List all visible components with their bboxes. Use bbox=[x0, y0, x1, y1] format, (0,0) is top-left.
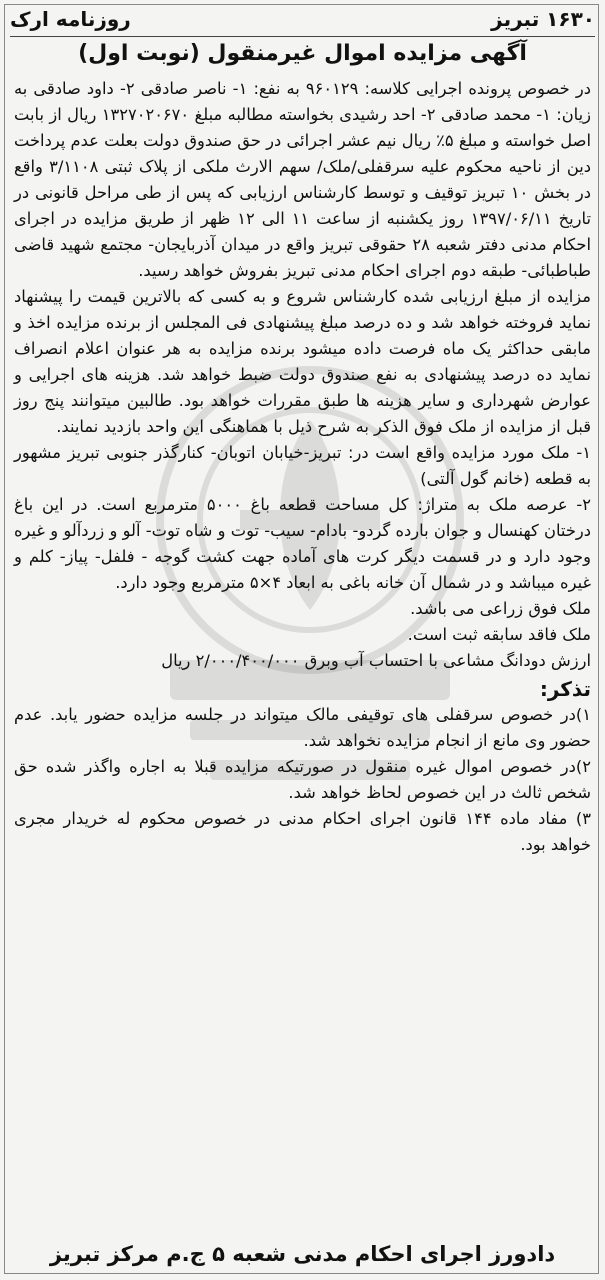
note-item: ۲)در خصوص اموال غیره منقول در صورتیکه مزایده قبلا به اجاره واگذر شده حق شخص ثالث در این خصوص لحاظ خواهد شد. bbox=[14, 757, 591, 802]
paragraph-no-registration: ملک فاقد سابقه ثبت است. bbox=[407, 625, 591, 644]
note-item: ۱)در خصوص سرقفلی های توقیفی مالک میتواند در جلسه مزایده حضور یابد. عدم حضور وی مانع از انجام مزایده نخواهد شد. bbox=[14, 705, 591, 750]
paragraph-agricultural: ملک فوق زراعی می باشد. bbox=[410, 599, 591, 618]
paragraph-property-location: ۱- ملک مورد مزایده واقع است در: تبریز-خیابان اتوبان- کنارگذر جنوبی تبریز مشهور به قطعه (خانم گول آلتی) bbox=[14, 443, 591, 488]
paragraph-auction-terms: مزایده از مبلغ ارزیابی شده کارشناس شروع و به کسی که بالاترین قیمت را پیشنهاد نماید فروخته خواهد شد و ده درصد مبلغ پیشنهادی فی المجلس از برنده مزایده اخذ و مابقی حداکثر یک ماه فرصت داده میشود برنده مزایده به هر عنوان اعلام انصراف نماید ده درصد پیشنهادی به نفع صندوق دولت ضبط خواهد شد. هزینه های اجرایی و عوارض شهرداری و سایر هزینه ها طبق مقررات خواهد بود. طالبین میتوانند پنج روز قبل از مزایده از ملک فوق الذکر به شرح ذیل با هماهنگی این واحد بازدید نمایند. bbox=[14, 287, 591, 436]
paragraph-property-area: ۲- عرصه ملک به متراژ: کل مساحت قطعه باغ ۵۰۰۰ مترمربع است. در این باغ درختان کهنسال و جوان بارده گردو- بادام- سیب- توت و شاه توت- آلو و زردآلو و غیره وجود دارد و در قسمت دیگر کرت های آماده جهت کشت گوجه - فلفل- پیاز- کلم و غیره میباشد و در شمال آن خانه باغی به ابعاد ۴×۵ مترمربع وجود دارد. bbox=[14, 495, 591, 592]
paragraph-value: ارزش دودانگ مشاعی با احتساب آب وبرق ۲/۰۰۰/۴۰۰/۰۰۰ ریال bbox=[161, 651, 591, 670]
notes-heading: تذکر: bbox=[539, 677, 591, 701]
notice-body bbox=[14, 76, 591, 858]
note-item: ۳) مفاد ماده ۱۴۴ قانون اجرای احکام مدنی در خصوص محکوم له خریدار مجری خواهد بود. bbox=[14, 809, 591, 854]
newspaper-header bbox=[10, 2, 595, 37]
paragraph-case-details: در خصوص پرونده اجرایی کلاسه: ۹۶۰۱۲۹ به نفع: ۱- ناصر صادقی ۲- داود صادقی به زیان: ۱- محمد صادقی ۲- احد رشیدی بخواسته مطالبه مبلغ ۱۳۲۷۰۲۰۶۷۰ ریال از بابت اصل خواسته و مبلغ ۵٪ ریال نیم عشر اجرائی در حق صندوق دولت بعلت عدم پرداخت دین از ناحیه محکوم علیه سرقفلی/ملک/ سهم الارث ملکی از پلاک ثبتی ۳/۱۱۰۸ واقع در بخش ۱۰ تبریز توقیف و توسط کارشناس ارزیابی که پس از طی مراحل قانونی در تاریخ ۱۳۹۷/۰۶/۱۱ روز یکشنبه از ساعت ۱۱ الی ۱۲ ظهر از طریق مزایده در اجرای احکام مدنی دفتر شعبه ۲۸ حقوقی تبریز واقع در میدان آذربایجان- مجتمع شهید قاضی طباطبائی- طبقه دوم اجرای احکام مدنی تبریز بفروش خواهد رسید. bbox=[14, 79, 592, 280]
issue-number: ۱۶۳۰ تبریز bbox=[491, 7, 595, 31]
signature-footer: دادورز اجرای احکام مدنی شعبه ۵ ج.م مرکز تبریز bbox=[49, 1242, 556, 1266]
newspaper-name: روزنامه ارک bbox=[10, 7, 131, 31]
notice-title: آگهی مزایده اموال غیرمنقول (نوبت اول) bbox=[78, 41, 527, 66]
